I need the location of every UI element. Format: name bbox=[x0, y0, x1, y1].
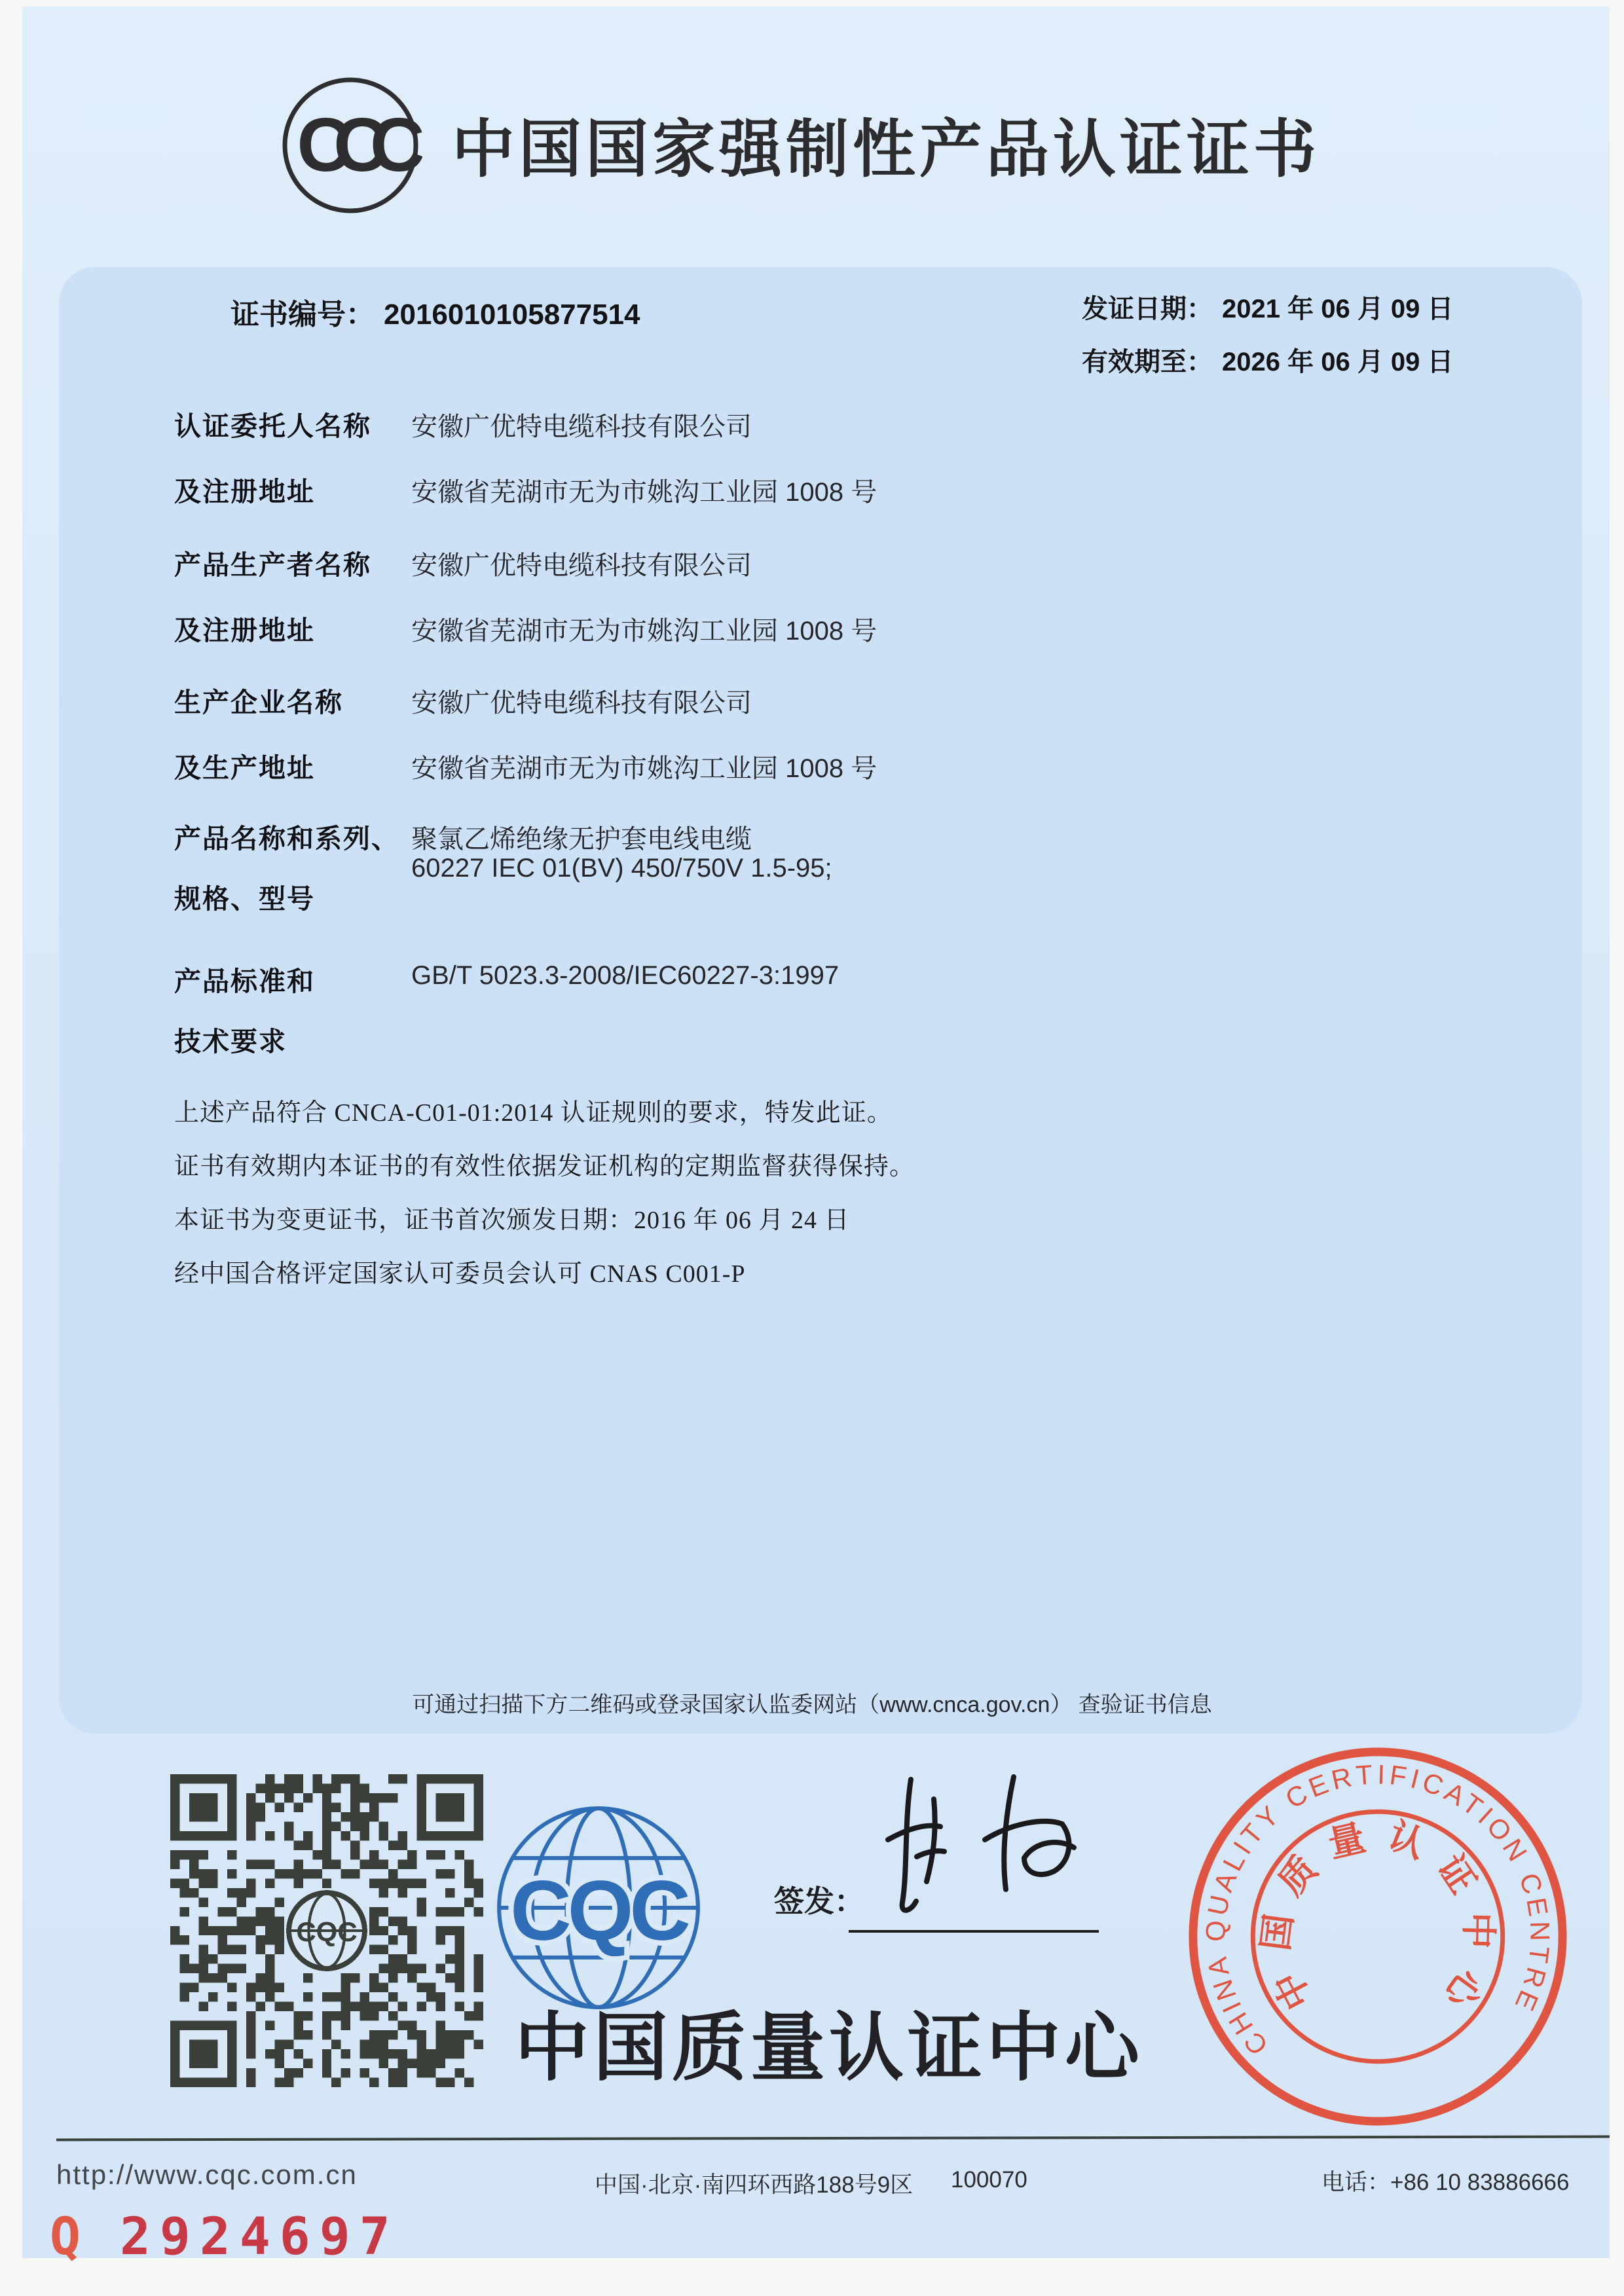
factory-name-label: 生产企业名称 bbox=[174, 687, 343, 718]
applicant-address-label: 及注册地址 bbox=[174, 477, 315, 507]
issue-date-value: 2021 年 06 月 09 日 bbox=[1222, 295, 1454, 323]
standard-value: GB/T 5023.3-2008/IEC60227-3:1997 bbox=[411, 961, 840, 990]
footer-postcode: 100070 bbox=[951, 2167, 1027, 2193]
statement-line-1: 上述产品符合 CNCA-C01-01:2014 认证规则的要求，特发此证。 bbox=[174, 1099, 893, 1127]
cqc-logo-text: CQC bbox=[510, 1863, 687, 1958]
certificate-number-row bbox=[231, 291, 640, 333]
producer-name-value: 安徽广优特电缆科技有限公司 bbox=[411, 551, 752, 580]
serial-prefix: Q bbox=[50, 2208, 81, 2267]
standard-label-line1: 产品标准和 bbox=[174, 966, 315, 996]
applicant-address-value: 安徽省芜湖市无为市姚沟工业园 1008 号 bbox=[411, 478, 877, 507]
qr-center-emblem bbox=[286, 1890, 368, 1972]
product-name-label: 产品名称和系列、 bbox=[174, 824, 399, 854]
sign-label: 签发： bbox=[774, 1884, 864, 1918]
serial-number bbox=[50, 2208, 399, 2267]
product-name-value: 聚氯乙烯绝缘无护套电线电缆 bbox=[411, 825, 752, 854]
producer-address-label: 及注册地址 bbox=[174, 615, 315, 646]
footer-phone: 电话：+86 10 83886666 bbox=[1321, 2170, 1570, 2195]
page-title: 中国国家强制性产品认证证书 bbox=[452, 115, 1320, 185]
cqc-stamp bbox=[1183, 1741, 1573, 2132]
serial-digits: 2924697 bbox=[119, 2208, 399, 2267]
issue-date-row bbox=[1082, 288, 1454, 325]
applicant-name-label: 认证委托人名称 bbox=[174, 411, 371, 441]
qr-verify-note: 可通过扫描下方二维码或登录国家认监委网站（www.cnca.gov.cn） 查验证书信息 bbox=[412, 1692, 1212, 1717]
ccc-mark-text: CCC bbox=[297, 102, 407, 187]
stamp-inner-text: 中国质量认证中心 bbox=[1255, 1813, 1499, 2030]
stamp-outer-text: CHINA QUALITY CERTIFICATION CENTRE bbox=[1199, 1758, 1556, 2062]
qr-center-text: CQC bbox=[296, 1916, 358, 1947]
footer-address: 中国·北京·南四环西路188号9区 bbox=[595, 2172, 913, 2198]
valid-until-value: 2026 年 06 月 09 日 bbox=[1222, 348, 1454, 376]
product-model-value: 60227 IEC 01(BV) 450/750V 1.5-95; bbox=[411, 854, 832, 883]
factory-name-value: 安徽广优特电缆科技有限公司 bbox=[411, 689, 752, 718]
signature-underline bbox=[849, 1930, 1099, 1933]
producer-name-label: 产品生产者名称 bbox=[174, 550, 371, 580]
applicant-name-value: 安徽广优特电缆科技有限公司 bbox=[411, 412, 752, 441]
ccc-logo-icon bbox=[278, 73, 422, 217]
producer-address-value: 安徽省芜湖市无为市姚沟工业园 1008 号 bbox=[411, 617, 877, 646]
factory-address-label: 及生产地址 bbox=[174, 753, 315, 783]
certificate-number-label: 证书编号： bbox=[231, 299, 375, 331]
statement-line-2: 证书有效期内本证书的有效性依据发证机构的定期监督获得保持。 bbox=[174, 1153, 915, 1180]
valid-until-row bbox=[1082, 341, 1454, 378]
issue-date-label: 发证日期： bbox=[1082, 294, 1213, 323]
product-model-label: 规格、型号 bbox=[174, 884, 315, 914]
statement-line-4: 经中国合格评定国家认可委员会认可 CNAS C001-P bbox=[174, 1260, 746, 1288]
issuer-org-name: 中国质量认证中心 bbox=[515, 2007, 1144, 2090]
footer-website: http://www.cqc.com.cn bbox=[56, 2159, 358, 2190]
valid-until-label: 有效期至： bbox=[1082, 347, 1213, 376]
signature bbox=[849, 1760, 1137, 1930]
factory-address-value: 安徽省芜湖市无为市姚沟工业园 1008 号 bbox=[411, 754, 877, 783]
statement-line-3: 本证书为变更证书，证书首次颁发日期：2016 年 06 月 24 日 bbox=[174, 1207, 850, 1234]
certificate-number-value: 2016010105877514 bbox=[384, 299, 640, 331]
cqc-globe-logo bbox=[492, 1802, 705, 2014]
qr-code bbox=[170, 1774, 483, 2087]
standard-label-line2: 技术要求 bbox=[174, 1027, 287, 1057]
